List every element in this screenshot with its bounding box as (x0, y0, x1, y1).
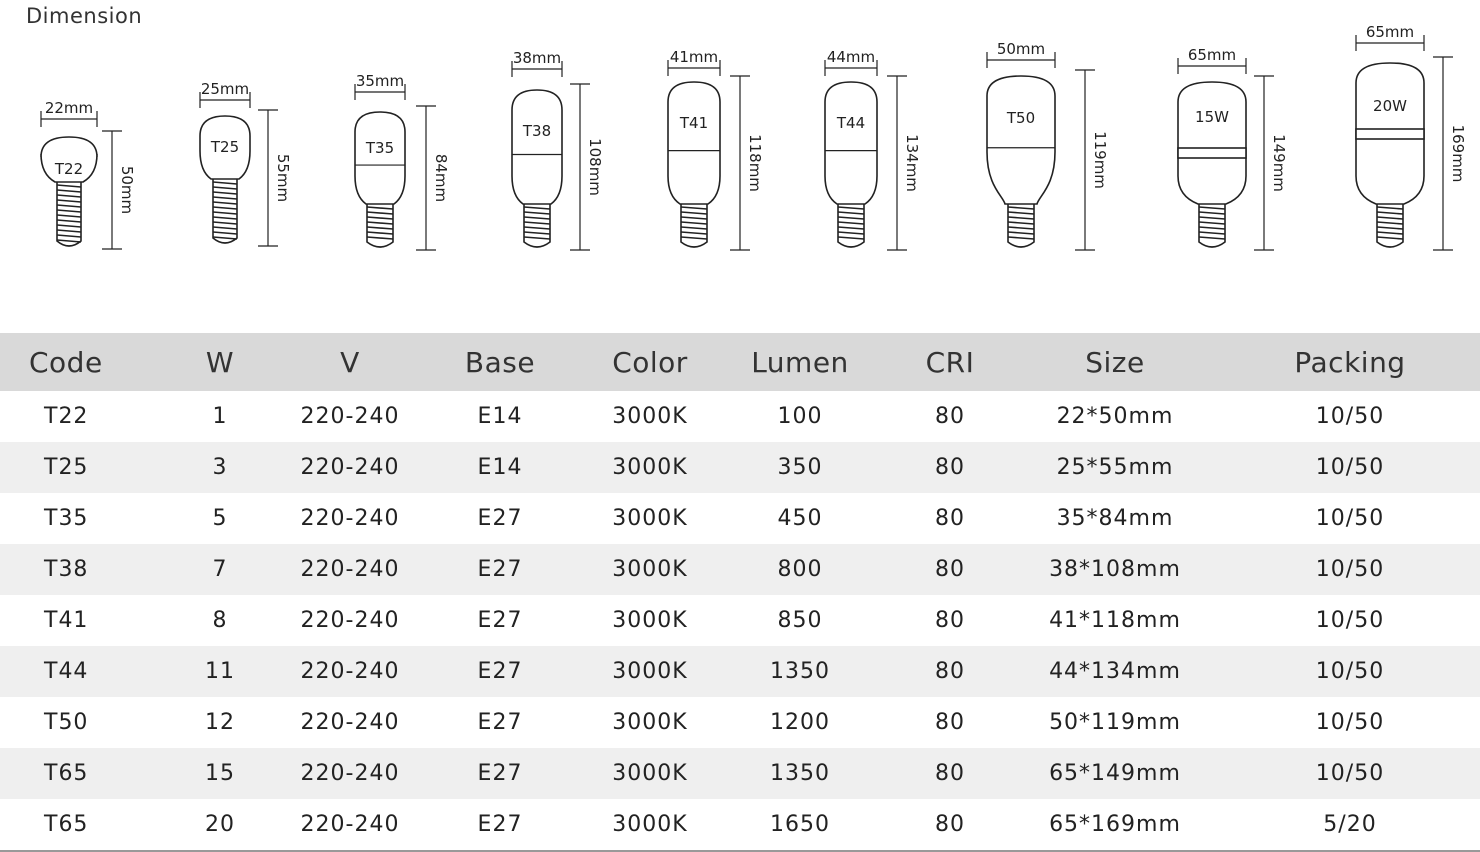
cell-color: 3000K (612, 506, 688, 531)
cell-size: 38*108mm (1010, 544, 1220, 595)
screw-thread (57, 235, 81, 237)
screw-thread (1199, 207, 1225, 209)
screw-thread (57, 240, 81, 242)
bulb-3 (355, 72, 450, 250)
cell-v: 220-240 (290, 646, 410, 697)
bulb-8 (1178, 46, 1288, 250)
bulb-glass (355, 112, 405, 204)
cell-color: 3000K (590, 748, 710, 799)
cell-packing: 10/50 (1220, 646, 1480, 697)
bulb-label: T22 (54, 160, 84, 178)
screw-thread (838, 232, 864, 234)
cell-color: 3000K (590, 442, 710, 493)
cell-lumen: 450 (777, 506, 823, 531)
screw-thread (838, 222, 864, 224)
cell-lumen: 1350 (710, 748, 890, 799)
screw-thread (524, 222, 550, 224)
header-packing: Packing (1220, 333, 1480, 391)
bulb-label: T38 (522, 122, 552, 140)
cell-base: E27 (410, 544, 590, 595)
cell-cri: 80 (935, 506, 965, 531)
table-row (0, 799, 1480, 851)
height-dimension-label: 50mm (118, 165, 136, 215)
cell-code: T22 (44, 404, 89, 429)
cell-v: 220-240 (300, 506, 400, 531)
cell-code: T50 (44, 710, 89, 735)
header-code: Code (0, 333, 150, 391)
screw-thread (1377, 217, 1403, 219)
height-dimension-label: 149mm (1270, 134, 1288, 192)
screw-thread (1377, 227, 1403, 229)
cell-size: 22*50mm (1056, 404, 1174, 429)
screw-thread (213, 227, 237, 229)
bulb-glass (987, 76, 1055, 204)
header-color: Color (590, 333, 710, 391)
screw-thread (681, 227, 707, 229)
bulb-4 (512, 49, 604, 250)
screw-thread (1008, 227, 1034, 229)
screw-thread (1377, 237, 1403, 239)
screw-thread (57, 215, 81, 217)
cell-packing: 5/20 (1220, 799, 1480, 851)
spec-table (0, 333, 1480, 852)
width-dimension-label: 50mm (996, 40, 1046, 58)
cell-w: 8 (212, 608, 228, 633)
screw-thread (838, 237, 864, 239)
table-row (0, 442, 1480, 493)
bulb-ring (1178, 148, 1246, 158)
screw-thread (838, 227, 864, 229)
table-row (0, 391, 1480, 442)
width-dimension-label: 35mm (355, 72, 405, 90)
cell-packing: 10/50 (1315, 608, 1385, 633)
cell-lumen: 800 (710, 544, 890, 595)
screw-base (524, 204, 550, 247)
header-base: Base (410, 333, 590, 391)
cell-v: 220-240 (290, 544, 410, 595)
height-dimension-label: 169mm (1449, 124, 1467, 183)
screw-thread (1008, 212, 1034, 214)
cell-size: 35*84mm (1056, 506, 1174, 531)
cell-v: 220-240 (300, 710, 400, 735)
cell-size: 50*119mm (1049, 710, 1181, 735)
screw-thread (367, 207, 393, 209)
screw-base (681, 204, 707, 247)
width-dimension-label: 25mm (200, 80, 250, 98)
screw-thread (1199, 232, 1225, 234)
cell-lumen: 1200 (770, 710, 830, 735)
section-title: Dimension (26, 4, 143, 28)
cell-packing: 10/50 (1220, 442, 1480, 493)
screw-thread (681, 207, 707, 209)
height-dimension-label: 55mm (274, 153, 292, 203)
screw-thread (524, 227, 550, 229)
screw-thread (367, 237, 393, 239)
cell-base: E27 (477, 710, 523, 735)
screw-base (1008, 204, 1034, 247)
screw-thread (57, 225, 81, 227)
bulb-glass (512, 90, 562, 204)
screw-base (838, 204, 864, 247)
screw-thread (213, 217, 237, 219)
table-row (0, 493, 1480, 544)
screw-thread (1199, 217, 1225, 219)
cell-cri: 80 (890, 799, 1010, 851)
screw-thread (367, 227, 393, 229)
bulb-9 (1356, 23, 1467, 250)
cell-w: 7 (150, 544, 290, 595)
screw-thread (838, 212, 864, 214)
screw-thread (213, 232, 237, 234)
screw-thread (213, 237, 237, 239)
screw-thread (213, 182, 237, 184)
bulb-5 (668, 48, 764, 250)
cell-w: 12 (205, 710, 235, 735)
bulb-label: 20W (1373, 97, 1407, 115)
screw-base (1199, 204, 1225, 247)
cell-lumen: 850 (777, 608, 823, 633)
screw-thread (1377, 232, 1403, 234)
width-dimension-label: 44mm (826, 48, 876, 66)
bulb-glass (825, 82, 877, 204)
header-w: W (150, 333, 290, 391)
screw-thread (681, 232, 707, 234)
bulb-ring (1356, 129, 1424, 139)
cell-color: 3000K (612, 710, 688, 735)
screw-thread (213, 212, 237, 214)
bulb-label: T41 (679, 114, 709, 132)
cell-color: 3000K (590, 544, 710, 595)
screw-thread (1008, 207, 1034, 209)
cell-code: T38 (0, 544, 150, 595)
cell-code: T44 (0, 646, 150, 697)
cell-v: 220-240 (290, 748, 410, 799)
screw-thread (1008, 237, 1034, 239)
cell-base: E27 (477, 608, 523, 633)
cell-size: 65*169mm (1010, 799, 1220, 851)
screw-thread (681, 222, 707, 224)
screw-thread (1377, 222, 1403, 224)
height-dimension-label: 134mm (903, 134, 921, 192)
screw-thread (838, 217, 864, 219)
screw-thread (1008, 222, 1034, 224)
height-dimension-label: 118mm (746, 134, 764, 192)
table-row (0, 748, 1480, 799)
width-dimension-label: 38mm (512, 49, 562, 67)
screw-thread (367, 212, 393, 214)
cell-cri: 80 (935, 608, 965, 633)
screw-thread (1008, 232, 1034, 234)
screw-thread (57, 195, 81, 197)
cell-packing: 10/50 (1315, 404, 1385, 429)
bulb-7 (987, 40, 1109, 250)
width-dimension-label: 65mm (1187, 46, 1237, 64)
screw-thread (367, 217, 393, 219)
screw-thread (1199, 222, 1225, 224)
cell-size: 65*149mm (1010, 748, 1220, 799)
screw-thread (57, 230, 81, 232)
cell-code: T41 (44, 608, 89, 633)
table-row (0, 544, 1480, 595)
cell-code: T65 (0, 748, 150, 799)
cell-v: 220-240 (300, 608, 400, 633)
screw-thread (57, 210, 81, 212)
cell-w: 15 (150, 748, 290, 799)
screw-thread (213, 197, 237, 199)
cell-cri: 80 (890, 646, 1010, 697)
table-header-row (0, 333, 1480, 391)
cell-lumen: 100 (777, 404, 823, 429)
screw-base (367, 204, 393, 247)
screw-thread (213, 192, 237, 194)
screw-thread (681, 212, 707, 214)
cell-w: 1 (212, 404, 228, 429)
cell-base: E27 (410, 799, 590, 851)
height-dimension-label: 108mm (586, 138, 604, 196)
screw-thread (57, 205, 81, 207)
header-size: Size (1010, 333, 1220, 391)
cell-color: 3000K (590, 799, 710, 851)
cell-base: E14 (410, 442, 590, 493)
cell-base: E14 (477, 404, 523, 429)
bulb-2 (200, 80, 292, 246)
height-dimension-label: 119mm (1091, 131, 1109, 189)
cell-v: 220-240 (290, 799, 410, 851)
screw-thread (57, 220, 81, 222)
bulb-glass (1178, 82, 1246, 204)
screw-thread (838, 207, 864, 209)
width-dimension-label: 22mm (44, 99, 94, 117)
bulb-label: T44 (836, 114, 866, 132)
width-dimension-label: 65mm (1365, 23, 1415, 41)
screw-thread (367, 222, 393, 224)
screw-thread (1199, 212, 1225, 214)
cell-base: E27 (477, 506, 523, 531)
cell-code: T35 (44, 506, 89, 531)
cell-size: 25*55mm (1010, 442, 1220, 493)
cell-cri: 80 (935, 404, 965, 429)
screw-thread (57, 200, 81, 202)
cell-w: 5 (212, 506, 228, 531)
bulb-label: 15W (1195, 108, 1229, 126)
screw-thread (57, 190, 81, 192)
screw-thread (367, 232, 393, 234)
cell-color: 3000K (612, 608, 688, 633)
screw-thread (213, 187, 237, 189)
screw-thread (524, 217, 550, 219)
bulb-label: T35 (365, 139, 395, 157)
screw-thread (524, 237, 550, 239)
screw-thread (681, 217, 707, 219)
screw-thread (213, 202, 237, 204)
cell-lumen: 1650 (710, 799, 890, 851)
cell-code: T65 (0, 799, 150, 851)
cell-lumen: 350 (710, 442, 890, 493)
cell-v: 220-240 (290, 442, 410, 493)
screw-thread (1377, 207, 1403, 209)
cell-size: 44*134mm (1010, 646, 1220, 697)
cell-cri: 80 (890, 544, 1010, 595)
cell-v: 220-240 (300, 404, 400, 429)
cell-color: 3000K (612, 404, 688, 429)
screw-thread (213, 222, 237, 224)
header-cri: CRI (890, 333, 1010, 391)
table-row (0, 697, 1480, 748)
cell-w: 20 (150, 799, 290, 851)
cell-base: E27 (410, 646, 590, 697)
bulb-glass (668, 82, 720, 204)
bulb-label: T25 (210, 138, 240, 156)
screw-thread (524, 207, 550, 209)
cell-size: 41*118mm (1049, 608, 1181, 633)
height-dimension-label: 84mm (432, 153, 450, 203)
cell-packing: 10/50 (1315, 710, 1385, 735)
screw-thread (1199, 227, 1225, 229)
header-v: V (290, 333, 410, 391)
screw-thread (524, 212, 550, 214)
bulb-dimension-diagram (0, 0, 1480, 330)
cell-color: 3000K (590, 646, 710, 697)
cell-w: 3 (150, 442, 290, 493)
cell-packing: 10/50 (1315, 506, 1385, 531)
screw-thread (57, 185, 81, 187)
screw-thread (213, 207, 237, 209)
screw-thread (681, 237, 707, 239)
table-row (0, 595, 1480, 646)
header-lumen: Lumen (710, 333, 890, 391)
bulb-label: T50 (1006, 109, 1036, 127)
screw-thread (1377, 212, 1403, 214)
cell-cri: 80 (890, 748, 1010, 799)
width-dimension-label: 41mm (669, 48, 719, 66)
cell-packing: 10/50 (1220, 748, 1480, 799)
cell-w: 11 (150, 646, 290, 697)
cell-cri: 80 (935, 710, 965, 735)
screw-thread (1199, 237, 1225, 239)
bulb-1 (41, 99, 136, 249)
screw-base (1377, 204, 1403, 247)
table-row (0, 646, 1480, 697)
screw-thread (524, 232, 550, 234)
cell-lumen: 1350 (710, 646, 890, 697)
cell-packing: 10/50 (1220, 544, 1480, 595)
bulb-6 (825, 48, 921, 250)
cell-code: T25 (0, 442, 150, 493)
cell-cri: 80 (890, 442, 1010, 493)
cell-base: E27 (410, 748, 590, 799)
screw-thread (1008, 217, 1034, 219)
